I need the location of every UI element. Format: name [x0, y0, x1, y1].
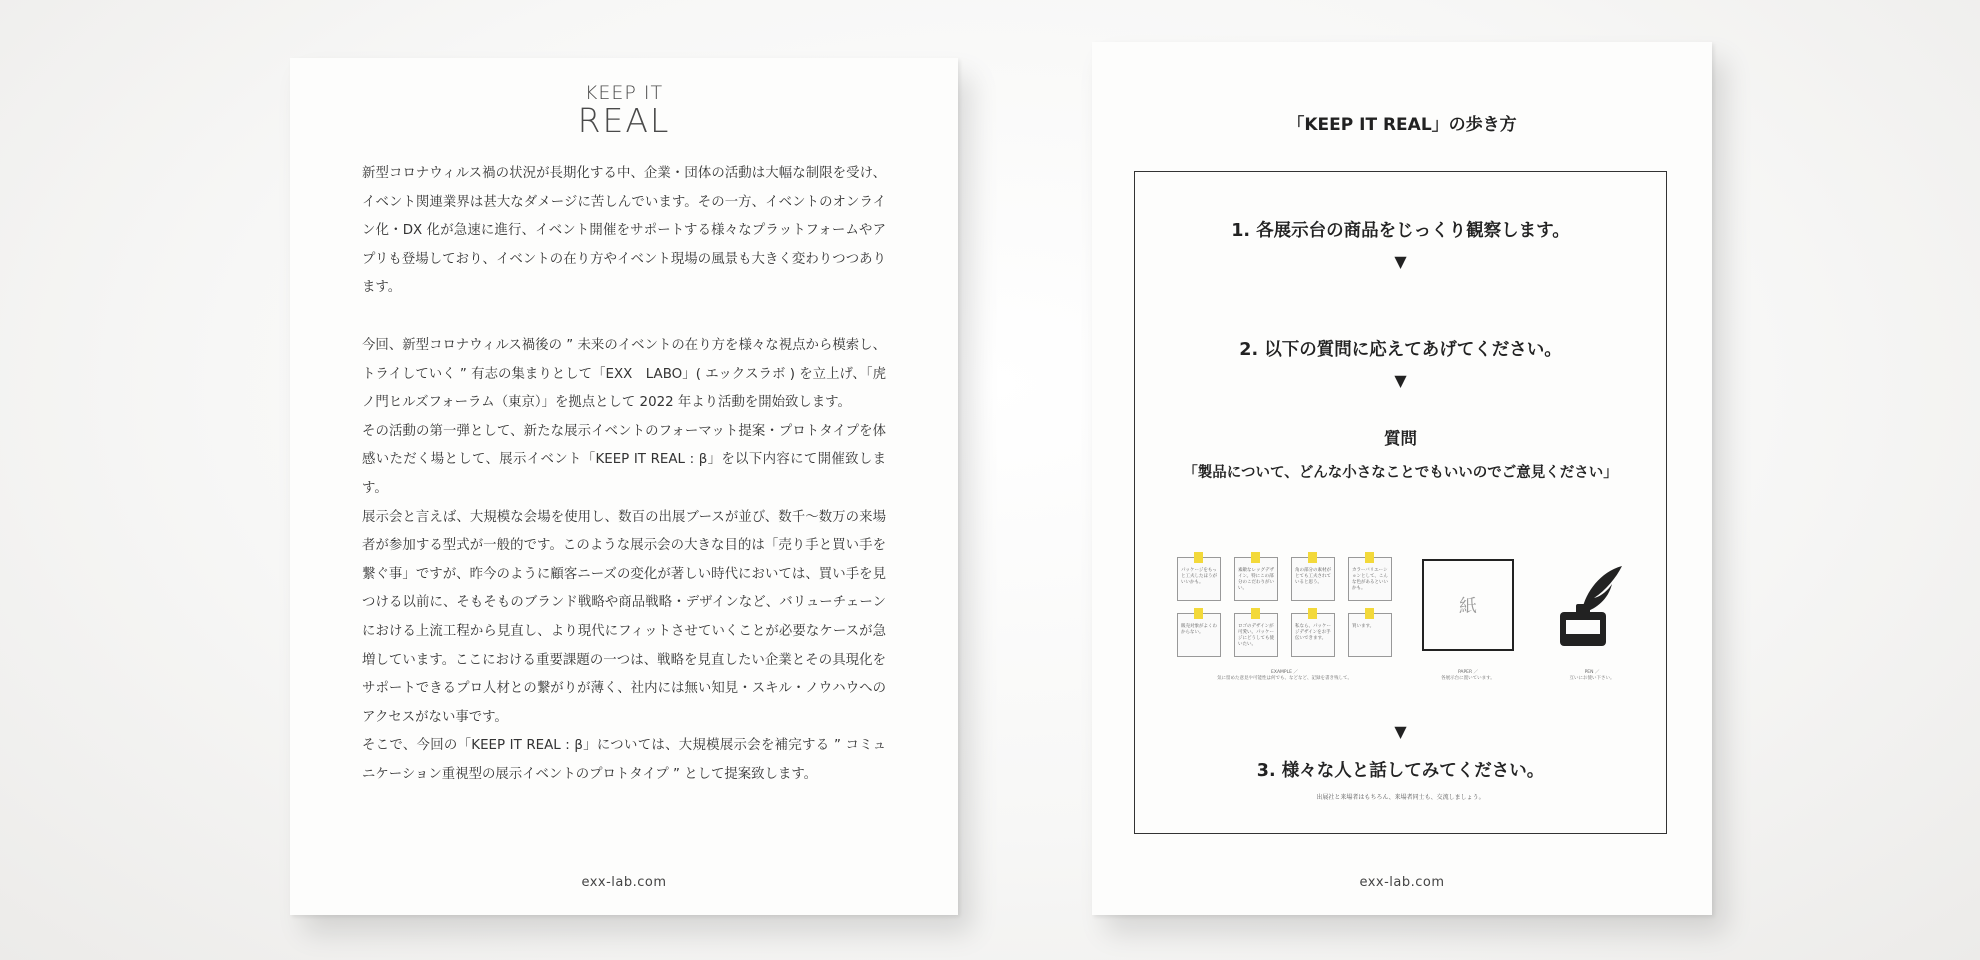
sticky-note: 買います。 [1348, 613, 1392, 657]
step-2: 2. 以下の質問に応えてあげてください。 [1239, 340, 1562, 360]
question-heading: 質問 [1384, 429, 1417, 448]
logo-line-1: KEEP IT [584, 82, 664, 104]
pen-caption-label: PEN ／ [1584, 670, 1600, 675]
paper-icon [1422, 559, 1514, 651]
logo-line-2: REAL [577, 101, 671, 140]
pen-caption [1547, 669, 1637, 681]
paragraph: そこで、今回の「KEEP IT REAL : β」については、大規模展示会を補完する ” コミュニケーション重視型の展示イベントのプロトタイプ ” として提案致します。 [362, 738, 886, 782]
paragraph: その活動の第一弾として、新たな展示イベントのフォーマット提案・プロトタイプを体感いただく場として、展示イベント「KEEP IT REAL : β」を以下内容にて開催致します。 [362, 423, 886, 496]
website-url: exx-lab.com [581, 875, 667, 890]
paper-caption-note: 各展示台に置いています。 [1441, 676, 1495, 681]
step-3-note: 出展社と来場者はもちろん、来場者同士も、交流しましょう。 [1316, 794, 1485, 801]
paper-label: 紙 [1459, 596, 1477, 617]
sticky-note: ロゴのデザインが可愛い。パッケージにどうしても使いたい。 [1234, 613, 1278, 657]
paper-caption [1415, 669, 1521, 681]
paragraph: 展示会と言えば、大規模な会場を使用し、数百の出展ブースが並び、数千～数万の来場者が参加する型式が一般的です。このような展示会の大きな目的は「売り手と買い手を繋ぐ事」ですが、昨今のように顧客ニーズの変化が著しい時代においては、買い手を見つける以前に、そもそものブランド戦略や商品戦略・デザインなど、バリューチェーンにおける上流工程から見直し、より現代にフィットさせていくことが必要なケースが急増しています。ここにおける重要課題の一つは、戦略を見直したい企業とその具現化をサポートできるプロ人材との繋がりが薄く、社内には無い知見・スキル・ノウハウへのアクセスがない事です。 [362, 509, 886, 725]
sticky-note: 販売対象がよくわからない。 [1177, 613, 1221, 657]
website-url: exx-lab.com [1359, 875, 1445, 890]
down-arrow-icon: ▼ [1394, 371, 1407, 390]
example-caption [1177, 669, 1392, 681]
paper-caption-label: PAPER ／ [1457, 670, 1479, 675]
sticky-note: カラーバリエーションとして、こんな色があるといいかも。 [1348, 557, 1392, 601]
question-text: 「製品について、どんな小さなことでもいいのでご意見ください」 [1183, 465, 1618, 481]
paragraph: 新型コロナウィルス禍の状況が長期化する中、企業・団体の活動は大幅な制限を受け、イベント関連業界は甚大なダメージに苦しんでいます。その一方、イベントのオンライン化・DX 化が急速に進行、イベント開催をサポートする様々なプラットフォームやアプリも登場しており、イベントの在り方やイベント現場の風景も大きく変わりつつあります。 [362, 166, 886, 296]
right-guide-board [1092, 42, 1712, 915]
sticky-note: 素敵なレッグデザイン。特にこの部分のこだわりがいい。 [1234, 557, 1278, 601]
board-body-text [362, 160, 886, 789]
sticky-note: 私なら、パッケージデザインをお手伝いできます。 [1291, 613, 1335, 657]
keep-it-real-logo [290, 82, 958, 138]
paragraph: 今回、新型コロナウィルス禍後の ” 未来のイベントの在り方を様々な視点から模索し、トライしていく ” 有志の集まりとして「EXX LABO」( エックスラボ ) を立上げ、「虎ノ門ヒルズフォーラム（東京）」を拠点として 2022 年より活動を開始致します。 [362, 337, 886, 411]
down-arrow-icon: ▼ [1394, 722, 1407, 741]
sticky-note: 角の部分の素材がとても工夫されていると思う。 [1291, 557, 1335, 601]
step-3: 3. 様々な人と話してみてください。 [1256, 761, 1545, 781]
ink-pen-icon [1550, 564, 1630, 650]
down-arrow-icon: ▼ [1394, 252, 1407, 271]
step-1: 1. 各展示台の商品をじっくり観察します。 [1231, 221, 1570, 241]
guide-frame [1134, 171, 1667, 834]
sticky-note: パッケージをもっと工夫したほうがいいかも。 [1177, 557, 1221, 601]
left-info-board [290, 58, 958, 915]
pen-caption-note: 互いにお使い下さい。 [1569, 676, 1615, 681]
example-note: 気に留めた意見や可能性は何でも、などなど、記録を書き残して。 [1217, 676, 1352, 681]
guide-title: 「KEEP IT REAL」の歩き方 [1287, 115, 1517, 135]
example-label: EXAMPLE ／ [1271, 670, 1298, 675]
